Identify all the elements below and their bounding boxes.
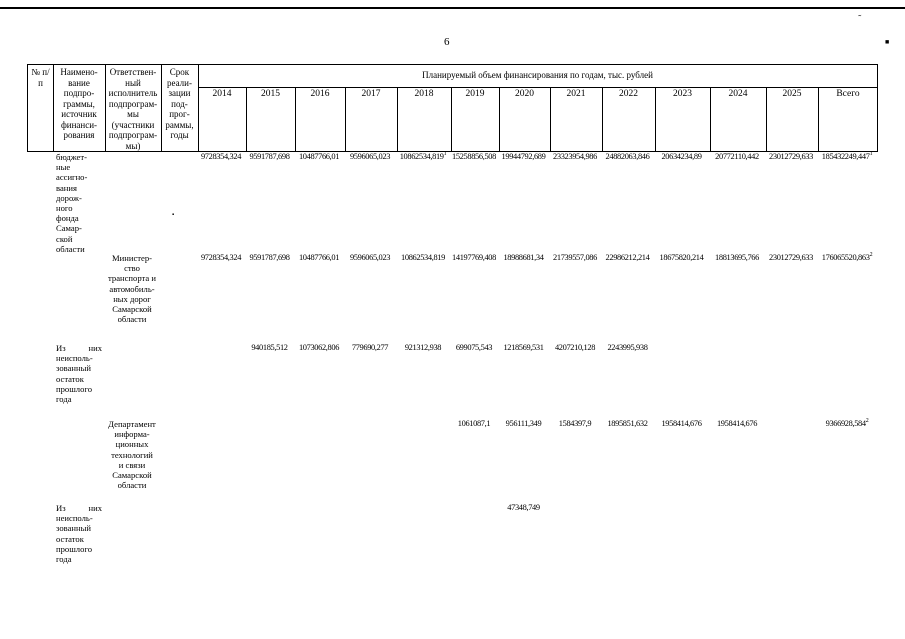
header-name-line: источник <box>61 109 97 119</box>
value-text: 9596065,023 <box>349 152 391 161</box>
value-cell <box>295 253 343 262</box>
header-year: 2015 <box>261 89 280 99</box>
row-name-first <box>56 343 102 353</box>
header-year: 2025 <box>782 89 802 99</box>
value-cell <box>710 419 764 428</box>
header-year: 2022 <box>619 89 638 99</box>
row-name-word: них <box>88 343 102 353</box>
value-cell <box>818 419 876 428</box>
value-text: 24882063,846 <box>605 152 650 161</box>
value-cell <box>602 253 653 262</box>
header-name-line: рования <box>63 130 95 140</box>
header-year: 2016 <box>310 89 330 99</box>
row-name-word: Из <box>56 503 66 513</box>
top-border-line <box>0 7 905 9</box>
value-cell <box>499 419 548 428</box>
value-cell <box>198 253 244 262</box>
header-name-line: вание <box>68 77 90 88</box>
header-term <box>161 67 198 141</box>
value-text: 1218569,531 <box>503 343 544 352</box>
value-cell <box>550 253 600 262</box>
value-text: 15258856,508 <box>452 152 496 161</box>
header-name <box>53 67 105 141</box>
value-text: 14197769,408 <box>452 253 496 262</box>
row-name-first <box>56 503 102 513</box>
row-name-line: области <box>56 243 85 254</box>
value-text: 9591787,698 <box>249 253 290 262</box>
value-text: 9728354,324 <box>200 152 242 161</box>
header-term-line: под- <box>171 98 188 109</box>
row-responsible-line: области <box>117 314 147 325</box>
footnote-mark: 1 <box>869 151 873 158</box>
value-text: 47348,749 <box>507 503 540 512</box>
value-text: 9728354,324 <box>200 253 242 262</box>
value-cell <box>550 152 600 161</box>
header-year: 2020 <box>515 89 534 99</box>
row-name <box>56 343 102 404</box>
footnote-mark: 1 <box>443 151 447 158</box>
row-responsible-line: транспорта и <box>108 273 156 284</box>
row-name-line: дорож- <box>56 192 82 203</box>
header-term-line: прог- <box>169 109 190 119</box>
row-name-line: года <box>56 394 72 405</box>
row-responsible <box>104 253 160 324</box>
row-name <box>56 152 102 254</box>
value-cell <box>451 419 497 428</box>
value-cell <box>655 419 708 428</box>
row-name-line: ской <box>56 233 73 244</box>
value-text: 9591787,698 <box>249 152 290 161</box>
value-cell <box>655 253 708 262</box>
header-year: Всего <box>836 89 860 99</box>
header-executor-line: исполнитель <box>108 88 158 98</box>
value-cell <box>345 343 395 352</box>
value-text: 1073062,806 <box>298 343 340 352</box>
row-responsible-line: Министер- <box>112 253 152 263</box>
value-cell <box>602 343 653 352</box>
value-text: 22986212,214 <box>605 253 650 262</box>
value-text: 9366928,584 <box>825 419 866 428</box>
value-cell <box>246 152 293 161</box>
header-term-line: реали- <box>167 77 192 88</box>
row-responsible <box>104 419 160 490</box>
row-responsible-line: Департамент <box>108 419 156 429</box>
row-name-line: зованный <box>56 363 91 374</box>
value-text: 10862534,819 <box>399 152 444 161</box>
value-text: 1958414,676 <box>661 419 702 428</box>
value-cell <box>499 343 548 352</box>
row-responsible-line: информа- <box>114 429 150 440</box>
value-cell <box>550 419 600 428</box>
header-term-line: годы <box>170 130 189 140</box>
scan-speck: ■ <box>885 38 890 46</box>
header-planned-title: Планируемый объем финансирования по годам, тыс. рублей <box>422 70 653 80</box>
header-year: 2014 <box>212 89 232 99</box>
header-name-line: граммы, <box>63 98 95 109</box>
value-text: 9596065,023 <box>349 253 391 262</box>
row-responsible-line: ционных <box>115 439 149 450</box>
value-text: 18675820,214 <box>659 253 704 262</box>
row-name-line: остаток <box>56 533 84 544</box>
value-cell <box>397 152 449 161</box>
value-text: 956111,349 <box>505 419 542 428</box>
header-year: 2017 <box>361 89 381 99</box>
header-name-line: подпро- <box>63 88 95 98</box>
value-text: 10862534,819 <box>401 253 445 262</box>
header-executor-line: (участники <box>111 119 155 130</box>
value-cell <box>246 343 293 352</box>
value-text: 10487766,01 <box>298 253 340 262</box>
header-year: 2019 <box>465 89 485 99</box>
value-text: 1895851,632 <box>607 419 648 428</box>
value-cell <box>295 343 343 352</box>
row-responsible-line: области <box>117 480 147 491</box>
row-responsible-line: ство <box>124 263 140 274</box>
value-text: 4207210,128 <box>554 343 596 352</box>
value-text: 1584397,9 <box>558 419 592 428</box>
row-name-word: них <box>88 503 102 513</box>
header-executor-line: подпрограм- <box>108 130 158 140</box>
footnote-mark: 2 <box>869 252 873 259</box>
header-year: 2021 <box>566 89 586 99</box>
header-executor-line: ный <box>125 77 141 88</box>
value-text: 19944792,689 <box>501 152 546 161</box>
row-name-line: неисполь- <box>56 353 93 364</box>
value-cell <box>550 343 600 352</box>
header-executor-line: Ответствен- <box>109 67 157 77</box>
header-name-line: Наимено- <box>60 67 98 77</box>
header-term-line: Срок <box>169 67 190 77</box>
value-text: 185432249,447 <box>821 152 870 161</box>
value-cell <box>451 343 497 352</box>
row-name-line: прошлого <box>56 543 93 554</box>
header-year: 2018 <box>414 89 434 99</box>
header-executor-line: подпрограм- <box>108 98 158 109</box>
row-name-line: фонда <box>56 213 79 224</box>
value-text: 921312,938 <box>404 343 442 352</box>
header-term-line: раммы, <box>165 119 194 130</box>
header-name-line: финанси- <box>60 119 98 130</box>
value-text: 10487766,01 <box>298 152 340 161</box>
value-text: 1958414,676 <box>716 419 758 428</box>
value-cell <box>295 152 343 161</box>
value-text: 1061087,1 <box>457 419 491 428</box>
value-cell <box>766 152 816 161</box>
value-text: 940185,512 <box>251 343 288 352</box>
row-name-line: ные <box>56 162 71 173</box>
row-name-word: бюджет- <box>56 152 87 162</box>
value-cell <box>451 152 497 161</box>
row-name-first <box>56 152 102 162</box>
value-text: 20634234,89 <box>661 152 702 161</box>
row-responsible-line: ных дорог <box>113 293 151 304</box>
value-cell <box>602 419 653 428</box>
value-text: 23012729,633 <box>769 253 813 262</box>
scan-speck: ▪ <box>172 212 175 218</box>
value-cell <box>246 253 293 262</box>
row-responsible-line: и связи <box>118 459 146 470</box>
value-text: 176065520,863 <box>821 253 870 262</box>
value-cell <box>499 253 548 262</box>
scan-speck: ˜ <box>858 14 862 25</box>
header-executor-line: мы <box>127 109 139 119</box>
value-text: 21739557,086 <box>553 253 597 262</box>
row-name-line: зованный <box>56 523 91 534</box>
row-name-line: ного <box>56 203 73 214</box>
value-cell <box>345 152 395 161</box>
header-term-line: зации <box>168 88 191 98</box>
row-name-line: прошлого <box>56 383 93 394</box>
value-cell <box>818 253 876 262</box>
header-year: 2024 <box>728 89 748 99</box>
value-cell <box>397 343 449 352</box>
value-text: 20772110,442 <box>715 152 759 161</box>
value-text: 2243995,938 <box>607 343 648 352</box>
value-cell <box>710 253 764 262</box>
value-cell <box>198 152 244 161</box>
value-cell <box>345 253 395 262</box>
value-cell <box>818 152 876 161</box>
value-cell <box>499 503 548 512</box>
value-cell <box>499 152 548 161</box>
value-cell <box>710 152 764 161</box>
row-name-line: года <box>56 554 72 565</box>
row-name-word: Из <box>56 343 66 353</box>
row-responsible-line: технологий <box>111 449 153 460</box>
footnote-mark: 2 <box>865 418 869 425</box>
value-cell <box>766 253 816 262</box>
header-executor <box>105 67 161 151</box>
row-name-line: остаток <box>56 373 84 384</box>
header-executor-line: мы) <box>125 140 141 151</box>
table-hline <box>198 87 877 88</box>
row-responsible-line: Самарской <box>112 304 152 315</box>
value-cell <box>602 152 653 161</box>
value-text: 23323954,986 <box>553 152 597 161</box>
value-cell <box>397 253 449 262</box>
value-cell <box>655 152 708 161</box>
value-text: 779690,277 <box>351 343 389 352</box>
row-name-line: вания <box>56 182 77 193</box>
page-number: 6 <box>444 36 450 48</box>
row-name-line: Самар- <box>56 223 82 234</box>
row-name <box>56 503 102 564</box>
row-name-line: ассигно- <box>56 172 88 183</box>
row-responsible-line: автомобиль- <box>109 283 155 294</box>
value-text: 699075,543 <box>455 343 493 352</box>
row-responsible-line: Самарской <box>112 470 152 481</box>
header-num: № п/п <box>31 67 50 88</box>
row-name-line: неисполь- <box>56 513 93 524</box>
value-text: 18813695,766 <box>715 253 759 262</box>
value-text: 18988681,34 <box>503 253 544 262</box>
value-cell <box>451 253 497 262</box>
table-header <box>27 64 878 152</box>
header-year: 2023 <box>673 89 692 99</box>
value-text: 23012729,633 <box>769 152 813 161</box>
